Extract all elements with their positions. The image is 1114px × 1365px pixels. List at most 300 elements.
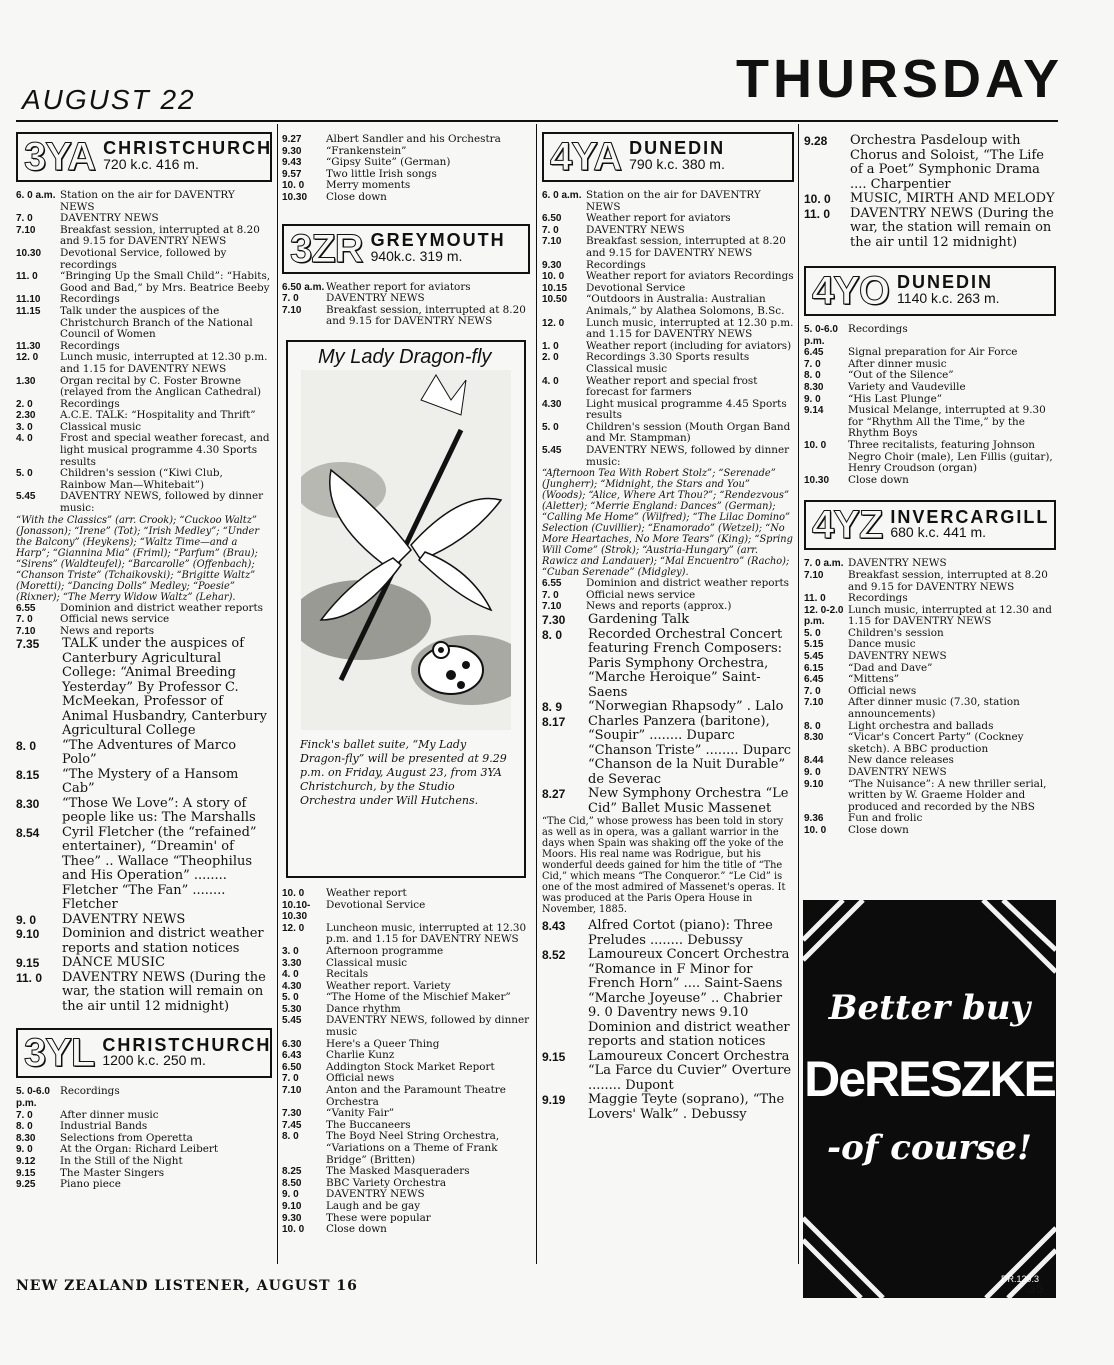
programme-time: 5. 0 (16, 468, 33, 480)
programme-entry (282, 992, 530, 1004)
programme-text: News and reports (60, 624, 155, 637)
programme-text: Classical music (326, 956, 408, 969)
programme-time: 6.45 (804, 674, 824, 686)
programme-entry (282, 900, 530, 923)
programme-time: 2. 0 (16, 398, 33, 410)
programme-text: Weather report for aviators (326, 280, 471, 293)
programme-time: 8.30 (16, 1132, 36, 1144)
programme-entry (542, 700, 794, 715)
programme-entry (804, 475, 1056, 487)
station-city: GREYMOUTH (370, 229, 506, 250)
programme-text: DAVENTRY NEWS (60, 212, 159, 225)
programme-time: 8. 0 (542, 627, 563, 642)
programme-text: Gardening Talk (588, 612, 690, 628)
programme-text: Official news service (586, 588, 696, 601)
programme-text: Industrial Bands (60, 1120, 148, 1133)
dragonfly-illustration (301, 370, 511, 730)
programme-text: Close down (848, 823, 909, 836)
programme-entry (16, 433, 272, 468)
programme-time: 2.30 (16, 410, 36, 422)
programme-time: 3. 0 (16, 421, 33, 433)
programme-text: Two little Irish songs (326, 167, 437, 180)
programme-entry (282, 1062, 530, 1074)
programme-time: 6.55 (542, 578, 562, 590)
programme-text: Station on the air for DAVENTRY NEWS (60, 189, 235, 213)
programme-text: Dominion and district weather reports and station notices (62, 926, 264, 956)
programme-text: Devotional Service (326, 898, 426, 911)
station-city: DUNEDIN (629, 138, 726, 159)
header-date: AUGUST 22 (22, 84, 196, 115)
programme-text: Afternoon programme (326, 944, 444, 957)
feature-box (286, 340, 526, 878)
programme-time: 8. 0 (16, 1121, 33, 1133)
programme-time: 9.30 (282, 1212, 302, 1224)
header-rule (16, 120, 1058, 122)
programme-text: Recorded Orchestral Concert featuring French Composers: Paris Symphony Orchestra, “Marche Heroique” Saint-Saens (588, 626, 783, 700)
programme-time: 9. 0 (804, 767, 821, 778)
programme-text: Lamoureux Concert Orchestra “La Farce du Cuvier” Overture ........ Dupont (588, 1048, 792, 1093)
programme-time: 3. 0 (282, 945, 299, 957)
programme-text: DAVENTRY NEWS (848, 766, 947, 778)
programme-text: Cyril Fletcher (the “refained” entertainer), “Dreamin' of Thee” .. Wallace “Theophilus and His Operation” ........ Fletcher “The Fan” ........ Fletcher (62, 824, 257, 913)
programme-entry (282, 1201, 530, 1213)
programme-entry (542, 271, 794, 283)
programme-time: 7. 0 (804, 685, 821, 697)
footer-title: NEW ZEALAND LISTENER, AUGUST 16 (16, 1278, 358, 1294)
programme-entry (16, 491, 272, 514)
programme-entry (804, 663, 1056, 675)
programme-time: 6. 0 a.m. (542, 190, 582, 201)
programme-time: 7.10 (804, 569, 824, 581)
programme-text: Children's session (Mouth Organ Band and Mr. Stampman) (586, 420, 791, 445)
programme-time: 9.57 (282, 168, 302, 180)
programme-time: 7. 0 (16, 213, 33, 225)
programme-text: Recordings (848, 592, 908, 605)
programme-entry (16, 468, 272, 491)
programme-text: Breakfast session, interrupted at 8.20 and 9.15 for DAVENTRY NEWS (60, 223, 260, 248)
programme-text: Organ recital by C. Foster Browne (relayed from the Anglican Cathedral) (60, 374, 262, 399)
programme-time: 11.10 (16, 294, 41, 306)
station-frequency: 790 k.c. 380 m. (629, 156, 725, 172)
programme-text: Anton and the Paramount Theatre Orchestra (326, 1084, 506, 1108)
programme-entry (542, 628, 794, 701)
programme-text: Lunch music, interrupted at 12.30 p.m. and 1.15 for DAVENTRY NEWS (60, 351, 268, 375)
programme-entry (804, 779, 1056, 814)
programme-text: “The Mystery of a Hansom Cab” (62, 766, 239, 797)
programme-entry (542, 1093, 794, 1122)
programme-entry (542, 422, 794, 445)
programme-entry (16, 190, 272, 213)
programme-text: Recordings (586, 258, 646, 271)
programme-entry (804, 382, 1056, 394)
programme-entry (804, 134, 1056, 192)
programme-time: 11. 0 (804, 206, 831, 221)
programme-entry (542, 613, 794, 628)
programme-entry (282, 1085, 530, 1108)
column-4ya (542, 128, 794, 1122)
programme-entry (804, 651, 1056, 663)
programme-text: DAVENTRY NEWS (326, 292, 425, 305)
programme-entry (542, 715, 794, 788)
le-cid-note: “The Cid,” whose prowess has been told in story as well as in opera, was a gallant warrior in the days when Spain was shaking off the yoke of the Moors. His real name was Rodrigue, but his wonderful deeds gained for him the title of “The Cid,” which means “The Conqueror.” “Le Cid” is one of the most admired of Massenet's operas. It was produced at the Paris Opera House in November, 1885. (542, 816, 786, 916)
programme-text: Close down (848, 473, 909, 486)
programme-text: Lamoureux Concert Orchestra “Romance in F Minor for French Horn” .... Saint-Saens “Marche Joyeuse” .. Chabrier 9. 0 Daventry news 9.10 Dominion and district weather reports and station notices (588, 947, 790, 1050)
programme-entry (804, 767, 1056, 779)
programme-entry (16, 956, 272, 971)
programme-entry (16, 248, 272, 271)
programme-text: DAVENTRY NEWS (During the war, the station will remain on the air until 12 midnight) (850, 205, 1054, 250)
programme-text: Addington Stock Market Report (326, 1060, 495, 1073)
station-logo: 3ZR (290, 226, 363, 271)
programme-time: 11. 0 (804, 593, 826, 605)
programme-time: 1.30 (16, 375, 36, 387)
programme-entry (804, 405, 1056, 440)
station-frequency: 1140 k.c. 263 m. (897, 290, 1000, 306)
programme-text: Station on the air for DAVENTRY NEWS (586, 189, 761, 213)
programme-time: 10. 0 (282, 887, 305, 899)
programme-entry (804, 605, 1056, 628)
programme-time: 10.30 (282, 191, 308, 203)
programme-entry (804, 440, 1056, 475)
programme-time: 5.45 (16, 491, 36, 503)
programme-text: Orchestra Pasdeloup with Chorus and Soloist, “The Life of a Poet” Symphonic Drama .... Charpentier (850, 133, 1044, 192)
programme-entry (282, 1039, 530, 1051)
programme-time: 6.50 (282, 1061, 302, 1073)
programme-time: 3.30 (282, 957, 302, 969)
programme-entry (16, 1179, 272, 1191)
programme-text: “Bringing Up the Small Child”: “Habits, Good and Bad,” by Mrs. Beatrice Beeby (60, 270, 271, 294)
programme-time: 6.50 a.m. (282, 281, 325, 293)
programme-entry (542, 919, 794, 948)
programme-time: 7. 0 (16, 614, 33, 626)
dinner-music-list: “With the Classics” (arr. Crook); “Cuckoo Waltz” (Jonasson); “Irene” (Tot); “Irish Medley”; “Under the Balcony” (Heykens); “Waltz Time—and a Harp”; “Giannina Mia” (Friml); “Parfum” (Brau); “Sirens” (Waldteufel); “Barcarolle” (Offenbach); “Chanson Triste” (Tchaikovski); “Brigitte Waltz” (Moretti); “Dancing Dolls” Medley; “Poesie” (Rixner); “The Merry Widow Waltz” (Lehar). (16, 514, 260, 603)
programme-text: Recordings (60, 397, 120, 410)
programme-time: 5. 0 (282, 992, 299, 1004)
programme-time: 7. 0 (282, 1073, 299, 1085)
programme-text: “Gipsy Suite” (German) (326, 156, 451, 169)
programme-time: 10.15 (542, 282, 568, 294)
programme-entry (16, 768, 272, 797)
programme-entry (804, 192, 1056, 207)
programme-time: 11. 0 (16, 970, 43, 985)
programme-time: 12. 0 (16, 352, 39, 364)
programme-entry (804, 674, 1056, 686)
programme-time: 9.14 (804, 405, 824, 417)
programme-text: “The Adventures of Marco Polo” (62, 737, 237, 768)
ad-code: DR.129.3 (1001, 1274, 1040, 1284)
programme-text: DANCE MUSIC (62, 955, 166, 971)
programme-time: 10. 0 (804, 824, 827, 836)
programme-time: 7.10 (16, 224, 36, 236)
programme-text: TALK under the auspices of Canterbury Agricultural College: “Animal Breeding Yesterday” By Professor C. McMeekan, Professor of Animal Husbandry, Canterbury Agricultural College (62, 636, 267, 739)
programme-entry (16, 739, 272, 768)
programme-text: Official news (848, 684, 917, 697)
programme-text: Weather report (including for aviators) (586, 339, 792, 352)
programme-entry (282, 1015, 530, 1038)
programme-text: Breakfast session, interrupted at 8.20 and 9.15 for DAVENTRY NEWS (326, 303, 526, 328)
ad-line3: -of course! (827, 1128, 1032, 1168)
programme-text: DAVENTRY NEWS (848, 557, 947, 570)
programme-time: 8.30 (16, 796, 40, 811)
station-logo: 4YA (550, 135, 622, 179)
column-divider (277, 124, 278, 1264)
programme-entry (804, 628, 1056, 640)
programme-text: Talk under the auspices of the Christchurch Branch of the National Council of Women (60, 304, 253, 341)
programme-text: “Out of the Silence” (848, 369, 954, 382)
station-frequency: 680 k.c. 441 m. (890, 524, 987, 541)
programme-entry (16, 927, 272, 956)
programme-text: Light musical programme 4.45 Sports results (586, 397, 787, 422)
programme-time: 10. 0 (542, 271, 565, 283)
programme-text: “Mittens” (848, 673, 900, 686)
programme-time: 9.30 (542, 259, 562, 271)
programme-text: Light orchestra and ballads (848, 719, 994, 732)
programme-time: 11. 0 (16, 271, 38, 283)
feature-title: My Lady Dragon-fly (318, 345, 492, 368)
programme-time: 8. 0 (282, 1131, 299, 1143)
programme-text: The Buccaneers (326, 1118, 411, 1131)
programme-time: 6.43 (282, 1050, 302, 1062)
station-box-3yl (16, 1028, 272, 1078)
programme-time: 6. 0 a.m. (16, 190, 56, 201)
programme-text: Dominion and district weather reports (586, 577, 789, 590)
programme-entry (282, 305, 530, 328)
programme-text: Laugh and be gay (326, 1199, 421, 1212)
station-frequency: 720 k.c. 416 m. (103, 156, 199, 172)
programme-time: 8. 0 (16, 738, 37, 753)
station-city: CHRISTCHURCH (102, 1034, 272, 1055)
programme-time: 7.10 (542, 236, 562, 248)
programme-time: 9.10 (282, 1200, 302, 1212)
programme-entry (282, 923, 530, 946)
programme-time: 7.10 (804, 697, 824, 709)
programme-time: 9.10 (804, 778, 824, 790)
programme-text: Breakfast session, interrupted at 8.20 and 9.15 for DAVENTRY NEWS (586, 235, 786, 259)
programme-text: Selections from Operetta (60, 1131, 193, 1144)
programme-time: 9.15 (16, 956, 40, 971)
programme-entry (282, 946, 530, 958)
programme-entry (16, 637, 272, 739)
programme-time: 9.15 (542, 1049, 566, 1064)
programme-text: Albert Sandler and his Orchestra (326, 133, 501, 145)
programme-text: “Frankenstein” (326, 144, 407, 157)
programme-text: Dominion and district weather reports (60, 601, 263, 614)
programme-text: Official news service (60, 613, 170, 626)
programme-text: Fun and frolic (848, 812, 923, 825)
programme-time: 5.30 (282, 1003, 302, 1015)
programme-time: 6.50 (542, 213, 562, 225)
programme-text: “The Nuisance”: A new thriller serial, written by W. Graeme Holder and produced and recorded by the NBS (848, 777, 1047, 813)
programme-text: DAVENTRY NEWS, followed by dinner music: (586, 444, 790, 468)
programme-text: DAVENTRY NEWS (326, 1188, 425, 1201)
programme-time: 9.10 (16, 927, 40, 942)
programme-text: DAVENTRY NEWS (During the war, the station will remain on the air until 12 midnight) (62, 969, 266, 1014)
programme-time: 5.15 (804, 639, 824, 651)
programme-entry (282, 180, 530, 192)
dereszke-advertisement (803, 900, 1056, 1298)
programme-text: Recordings 3.30 Sports results Classical music (586, 351, 750, 375)
programme-time: 8.30 (804, 381, 824, 393)
programme-text: Lunch music, interrupted at 12.30 p.m. and 1.15 for DAVENTRY NEWS (586, 316, 794, 341)
programme-text: Children's session (848, 626, 944, 639)
programme-time: 4.30 (542, 398, 562, 410)
programme-time: 4.30 (282, 980, 302, 992)
programme-entry (282, 1131, 530, 1166)
programme-entry (282, 969, 530, 981)
station-box-4yo (804, 266, 1056, 316)
header-day: THURSDAY (736, 49, 1064, 109)
programme-text: A.C.E. TALK: “Hospitality and Thrift” (60, 409, 256, 422)
programme-entry (542, 294, 794, 317)
station-logo: 4YO (812, 269, 890, 313)
programme-entry (16, 913, 272, 928)
programme-entry (282, 1224, 530, 1236)
programme-time: 5. 0 (804, 627, 821, 639)
programme-time: 11.30 (16, 340, 41, 352)
programme-time: 5.45 (542, 445, 562, 457)
programme-time: 5. 0-6.0 p.m. (16, 1086, 50, 1109)
programme-text: MUSIC, MIRTH AND MELODY (850, 191, 1055, 206)
page-number: 35 (1028, 1280, 1044, 1296)
programme-time: 6.45 (804, 347, 824, 359)
programme-text: DAVENTRY NEWS, followed by dinner music: (60, 490, 264, 515)
programme-entry (804, 825, 1056, 837)
programme-time: 9. 0 (16, 912, 37, 927)
programme-text: “Vicar's Concert Party” (Cockney sketch). A BBC production (848, 731, 1024, 755)
programme-time: 8. 0 (804, 370, 821, 382)
programme-text: Close down (326, 190, 387, 203)
programme-time: 4. 0 (282, 969, 299, 981)
programme-text: After dinner music (7.30, station announcements) (848, 696, 1020, 721)
programme-time: 9.30 (282, 145, 302, 157)
station-logo: 4YZ (812, 503, 883, 548)
programme-text: Signal preparation for Air Force (848, 346, 1018, 359)
column-divider (536, 124, 537, 1264)
programme-time: 7.30 (282, 1108, 302, 1120)
programme-time: 10.50 (542, 294, 568, 306)
programme-entry (16, 1168, 272, 1180)
programme-text: Breakfast session, interrupted at 8.20 and 9.15 for DAVENTRY NEWS (848, 568, 1048, 593)
programme-text: The Masked Masqueraders (326, 1165, 470, 1178)
programme-time: 9.25 (16, 1179, 36, 1191)
programme-text: Lunch music, interrupted at 12.30 and 1.15 for DAVENTRY NEWS (848, 603, 1052, 628)
programme-time: 7. 0 (542, 589, 559, 601)
programme-entry (16, 971, 272, 1015)
station-frequency: 1200 k.c. 250 m. (102, 1052, 206, 1069)
programme-time: 8.44 (804, 755, 824, 767)
programme-entry (16, 797, 272, 826)
programme-text: Devotional Service, followed by recordings (60, 246, 227, 271)
programme-text: “Those We Love”: A story of people like us: The Marshalls (62, 795, 256, 826)
station-city: INVERCARGILL (890, 506, 1050, 527)
programme-text: Weather report. Variety (326, 979, 451, 992)
programme-text: Merry moments (326, 179, 411, 192)
programme-time: 10. 0 (804, 192, 831, 206)
programme-time: 9. 0 (804, 393, 821, 405)
programme-entry (542, 318, 794, 341)
programme-time: 10. 0 (282, 180, 305, 192)
programme-time: 4. 0 (542, 375, 559, 387)
programme-text: Three recitalists, featuring Johnson Negro Choir (male), Len Fillis (guitar), Henry Croudson (organ) (848, 438, 1053, 475)
programme-text: Weather report (326, 886, 407, 899)
column-3zr (282, 134, 530, 1236)
dinner-music-list: “Afternoon Tea With Robert Stolz”; “Serenade” (Jungherr); “Midnight, the Stars and You” (Woods); “Alice, Where Art Thou?”; “Rendezvous” (Aletter); “Merrie England: Dances” (German); “Calling Me Home” (Wilfred); “The Lilac Domino” Selection (Cuvillier); “Enamorado” (Wetzel); “No More Heartaches, No More Tears” (King); “Spring Will Come” (Strok); “Austria-Hungary” (arr. Rawicz and Landauer); “Mal Encuentro” (Racho); “Cuban Serenade” (Midgley). (542, 468, 793, 579)
feature-caption: Finck's ballet suite, “My Lady Dragon-fly” will be presented at 9.29 p.m. on Friday, August 23, from 3YA Christchurch, by the Studio Orchestra under Will Hutchens. (300, 737, 507, 807)
programme-text: Here's a Queer Thing (326, 1037, 440, 1050)
programme-entry (16, 352, 272, 375)
programme-text: Variety and Vaudeville (848, 380, 966, 393)
programme-text: Dance music (848, 638, 916, 651)
programme-time: 7.45 (282, 1119, 302, 1131)
programme-entry (282, 888, 530, 900)
programme-text: Maggie Teyte (soprano), “The Lovers' Walk” . Debussy (588, 1092, 785, 1122)
programme-entry (282, 1213, 530, 1225)
programme-time: 10.30 (804, 474, 830, 486)
programme-text: Children's session (“Kiwi Club, Rainbow Man—Whitebait”) (60, 467, 223, 491)
programme-text: The Master Singers (60, 1166, 165, 1179)
programme-time: 11.15 (16, 305, 41, 317)
programme-time: 9.19 (542, 1093, 566, 1108)
programme-text: BBC Variety Orchestra (326, 1176, 447, 1189)
programme-time: 8. 9 (542, 700, 563, 715)
programme-time: 12. 0 (282, 922, 305, 934)
programme-text: Recitals (326, 968, 369, 981)
programme-text: Weather report and special frost forecast for farmers (586, 374, 758, 399)
programme-time: 8.54 (16, 825, 40, 840)
programme-entry (542, 787, 794, 816)
station-city: CHRISTCHURCH (103, 138, 273, 159)
station-logo: 3YA (24, 135, 96, 179)
programme-time: 12. 0 (542, 317, 565, 329)
programme-entry (16, 410, 272, 422)
programme-entry (16, 271, 272, 294)
programme-text: After dinner music (848, 357, 947, 370)
programme-text: News and reports (approx.) (586, 600, 732, 613)
station-frequency: 940k.c. 319 m. (370, 247, 463, 264)
programme-entry (282, 293, 530, 305)
programme-time: 8.17 (542, 714, 566, 729)
programme-text: Piano piece (60, 1178, 121, 1191)
programme-time: 9.36 (804, 813, 824, 825)
programme-time: 8.27 (542, 787, 566, 802)
programme-entry (282, 134, 530, 146)
programme-time: 7.10 (542, 601, 562, 613)
programme-time: 7.10 (282, 1085, 302, 1097)
programme-entry (542, 376, 794, 399)
programme-text: New dance releases (848, 754, 954, 767)
programme-text: “Norwegian Rhapsody” . Lalo (588, 699, 784, 715)
programme-time: 6.30 (282, 1038, 302, 1050)
programme-entry (282, 958, 530, 970)
programme-text: Frost and special weather forecast, and light musical programme 4.30 Sports results (60, 432, 270, 468)
programme-entry (804, 813, 1056, 825)
programme-time: 7.10 (16, 625, 36, 637)
programme-text: Alfred Cortot (piano): Three Preludes ........ Debussy (588, 918, 773, 948)
programme-time: 7. 0 a.m. (804, 558, 844, 570)
programme-time: 9.43 (282, 157, 302, 169)
programme-time: 6.55 (16, 602, 36, 614)
programme-time: 7.35 (16, 637, 40, 652)
station-city: DUNEDIN (897, 272, 994, 293)
programme-time: 7. 0 (804, 358, 821, 370)
programme-time: 10.30 (16, 247, 42, 259)
programme-time: 6.15 (804, 662, 824, 674)
programme-entry (16, 306, 272, 341)
programme-text: At the Organ: Richard Leibert (60, 1143, 219, 1156)
programme-time: 7.30 (542, 613, 566, 628)
programme-entry (804, 207, 1056, 251)
programme-time: 9.27 (282, 134, 302, 145)
